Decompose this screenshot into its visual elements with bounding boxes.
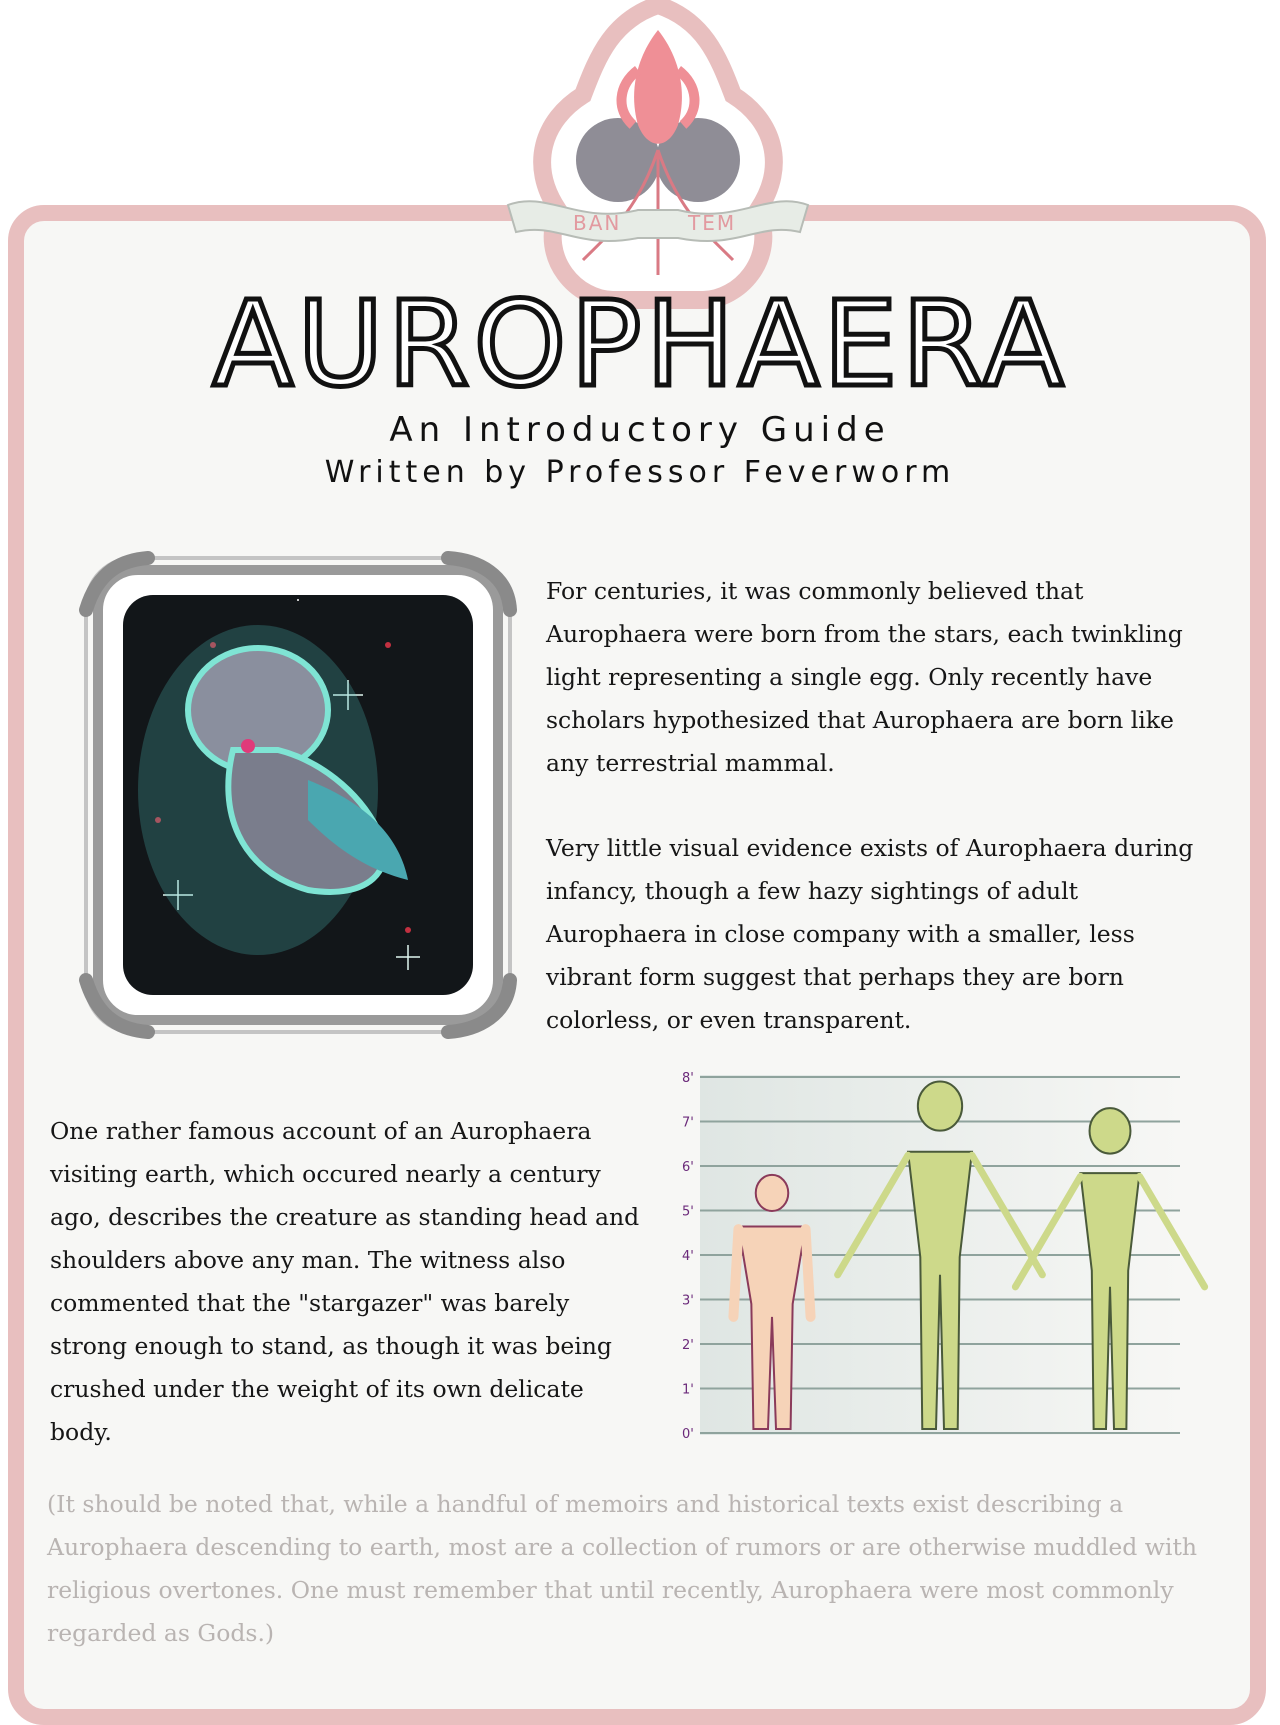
banner-right-text: TEM	[688, 211, 737, 235]
author-line: Written by Professor Feverworm	[324, 455, 956, 490]
height-comparison-chart	[680, 1065, 1230, 1460]
tick-label-2: 2'	[682, 1338, 694, 1353]
tick-label-7: 7'	[682, 1115, 694, 1131]
tick-label-4: 4'	[682, 1249, 694, 1264]
emblem-crest	[488, 0, 828, 320]
tick-label-1: 1'	[682, 1382, 694, 1398]
tick-label-8: 8'	[682, 1071, 694, 1086]
paragraph-origins: For centuries, it was commonly believed that Aurophaera were born from the stars, each twinkling light representing a single egg. Only recently have scholars hypothesized that Aurophaera are born like any terrestrial mammal.	[546, 577, 1183, 777]
tick-label-0: 0'	[682, 1427, 694, 1442]
page-title: AUROPHAERA	[212, 275, 1068, 413]
banner-left-text: BAN	[573, 211, 622, 235]
page-subtitle: An Introductory Guide	[389, 410, 891, 450]
tick-label-6: 6'	[682, 1160, 694, 1175]
infant-illustration-frame	[78, 550, 518, 1040]
tick-label-5: 5'	[682, 1204, 694, 1220]
paragraph-infancy: Very little visual evidence exists of Aurophaera during infancy, though a few hazy sightings of adult Aurophaera in close company with a smaller, less vibrant form suggest that perhaps they are born colorless, or even transparent.	[546, 834, 1194, 1034]
footnote: (It should be noted that, while a handful of memoirs and historical texts exist describing a Aurophaera descending to earth, most are a collection of rumors or are otherwise muddled with religious overtones. One must remember that until recently, Aurophaera were most commonly regarded as Gods.)	[47, 1490, 1198, 1647]
paragraph-earth-account: One rather famous account of an Aurophaera visiting earth, which occured nearly a century ago, describes the creature as standing head and shoulders above any man. The witness also commented that the "stargazer" was barely strong enough to stand, as though it was being crushed under the weight of its own delicate body.	[50, 1117, 640, 1446]
tick-label-3: 3'	[682, 1293, 694, 1309]
